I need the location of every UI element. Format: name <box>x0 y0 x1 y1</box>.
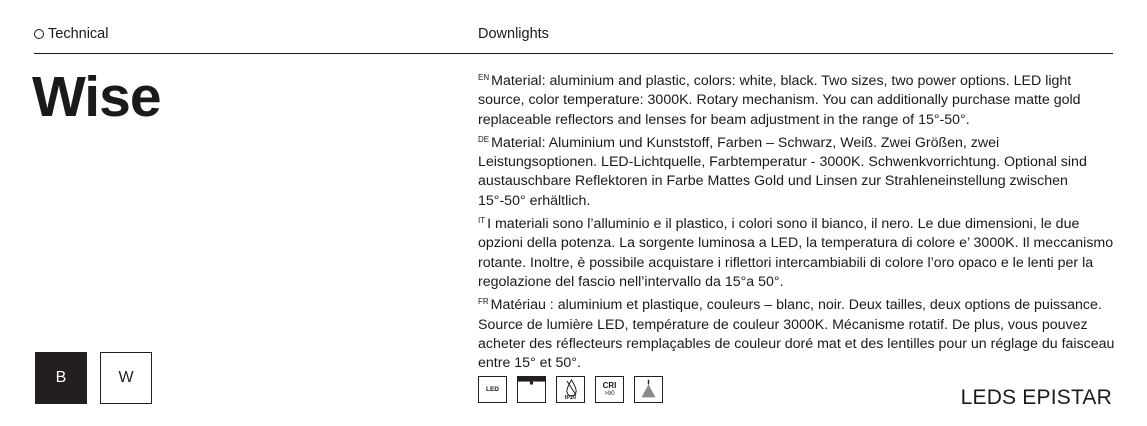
color-swatch-white[interactable]: W <box>100 352 152 404</box>
lang-tag-fr: FR <box>478 297 489 307</box>
product-title: Wise <box>32 65 161 129</box>
category-label: Downlights <box>478 26 549 42</box>
description-it <box>478 211 1118 292</box>
header-divider <box>34 53 1113 54</box>
spec-icons <box>478 376 663 403</box>
led-icon: LED <box>478 376 507 403</box>
circle-icon <box>34 29 44 39</box>
description-block <box>478 68 1118 373</box>
section-text: Technical <box>48 26 109 42</box>
description-fr <box>478 292 1118 373</box>
lang-tag-en: EN <box>478 73 490 82</box>
brand-name: LEDS EPISTAR <box>960 386 1112 409</box>
cri-value: >90 <box>604 390 615 397</box>
description-en <box>478 68 1118 130</box>
lang-tag-it: IT <box>478 216 486 226</box>
beam-angle-icon <box>634 376 663 403</box>
color-swatch-black[interactable]: B <box>35 352 87 404</box>
ip20-icon <box>556 376 585 403</box>
cri-label: CRI <box>602 380 617 390</box>
description-text-fr: Matériau : aluminium et plastique, couleurs – blanc, noir. Deux tailles, deux options de puissance. Source de lumière LED, température de couleur 3000K. Mécanisme rotatif. De plus, vous pouvez acheter des réflecteurs remplaçables de couleur doré mat et des lentilles pour un réglage du faisceau entre 15° et 50°. <box>478 297 1115 372</box>
description-text-en: Material: aluminium and plastic, colors: white, black. Two sizes, two power options. LED light source, color temperature: 3000K. Rotary mechanism. You can additionally purchase matte gold replaceable reflectors and lenses for beam adjustment in the range of 15°-50°. <box>478 73 1081 128</box>
description-text-it: I materiali sono l’alluminio e il plastico, i colori sono il bianco, il nero. Le due dimensioni, le due opzioni della potenza. La sorgente luminosa a LED, la temperatura di colore e’ 3000K. Il meccanismo rotante. Inoltre, è possibile acquistare i riflettori intercambiabili di colore l’oro opaco e le lenti per la regolazione del fascio nell’intervallo da 15°a 50°. <box>478 216 1114 290</box>
cri-icon <box>595 376 624 403</box>
description-text-de: Material: Aluminium und Kunststoff, Farben – Schwarz, Weiß. Zwei Größen, zwei Leistungsoptionen. LED-Lichtquelle, Farbtemperatur - 3000K. Schwenkvorrichtung. Optional sind austauschbare Reflektoren in Farbe Mattes Gold und Linsen zur Strahleneinstellung zwischen 15°-50° erhältlich. <box>478 134 1087 209</box>
description-de <box>478 130 1118 211</box>
ip20-label: IP20 <box>564 395 577 401</box>
lang-tag-de: DE <box>478 134 490 144</box>
recessed-mount-icon <box>517 376 546 403</box>
section-label <box>34 26 108 42</box>
